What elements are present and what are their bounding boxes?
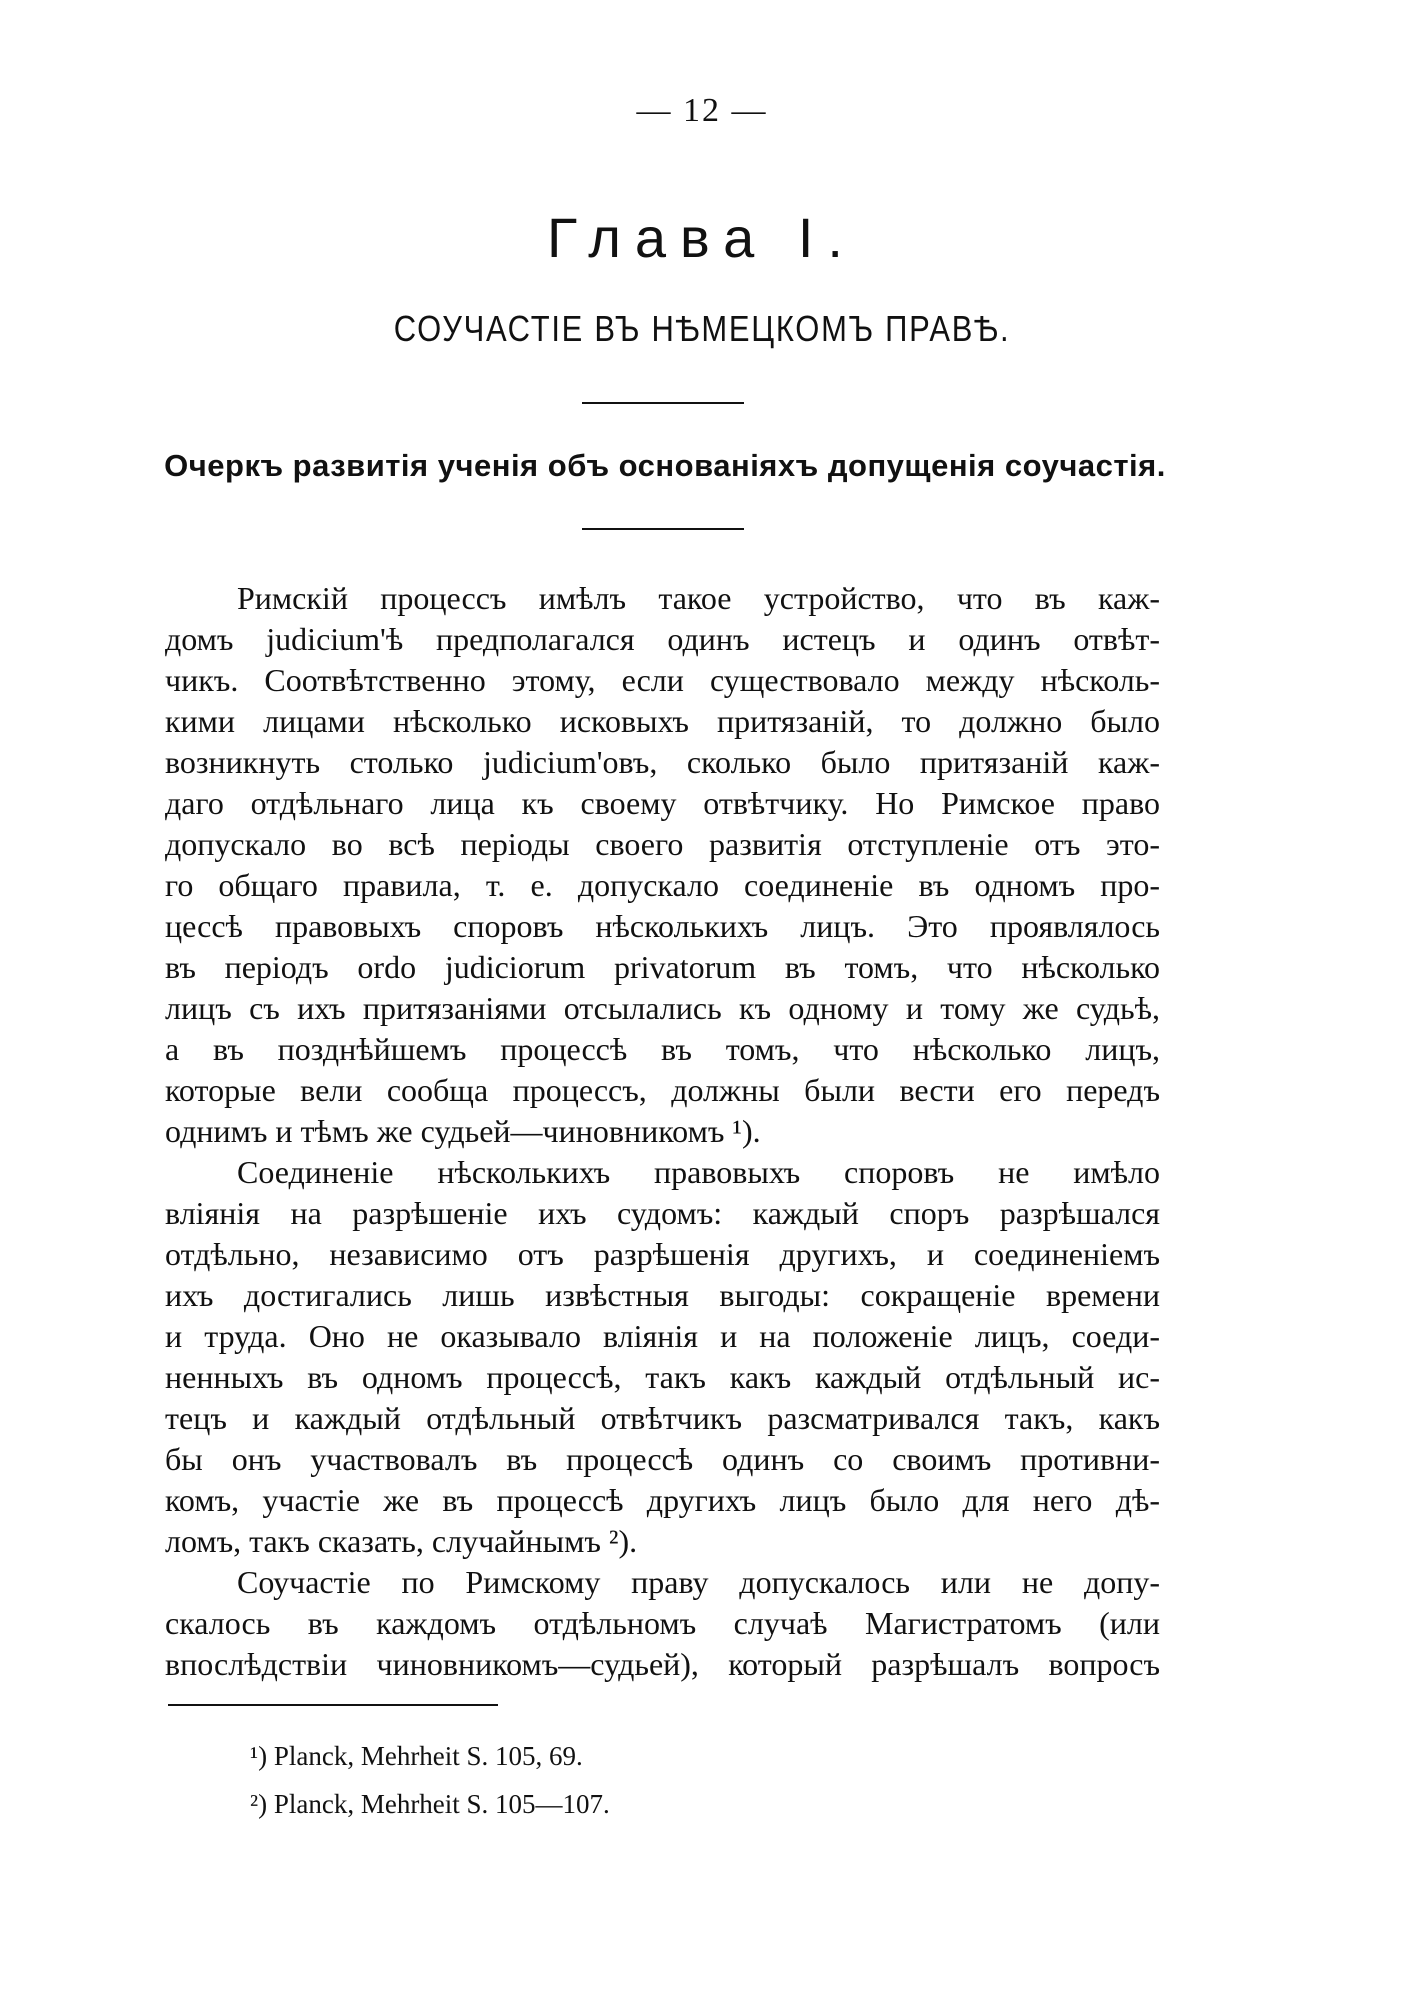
text-line: комъ, участіе же въ процессѣ другихъ лицъ было для него дѣ-: [165, 1482, 1160, 1518]
divider-rule-top: [582, 402, 744, 404]
text-line: скалось въ каждомъ отдѣльномъ случаѣ Магистратомъ (или: [165, 1605, 1160, 1641]
page-number: — 12 —: [636, 92, 768, 129]
text-line: въ періодъ ordo judiciorum privatorum въ томъ, что нѣсколько: [165, 949, 1160, 985]
text-line: ихъ достигались лишь извѣстныя выгоды: сокращеніе времени: [165, 1277, 1160, 1313]
text-line: допускало во всѣ періоды своего развитія отступленіе отъ это-: [165, 826, 1160, 862]
text-line: кими лицами нѣсколько исковыхъ притязаній, то должно было: [165, 703, 1160, 739]
text-line: тецъ и каждый отдѣльный отвѣтчикъ разсматривался такъ, какъ: [165, 1400, 1160, 1436]
footnote-2: ²) Planck, Mehrheit S. 105—107.: [250, 1789, 610, 1819]
text-line: домъ judicium'ѣ предполагался одинъ истецъ и одинъ отвѣт-: [165, 621, 1160, 657]
text-line: и труда. Оно не оказывало вліянія и на положеніе лицъ, соеди-: [165, 1318, 1160, 1354]
text-line: го общаго правила, т. е. допускало соединеніе въ одномъ про-: [165, 867, 1160, 903]
text-line: даго отдѣльнаго лица къ своему отвѣтчику. Но Римское право: [165, 785, 1160, 821]
text-line: бы онъ участвовалъ въ процессѣ одинъ со своимъ противни-: [165, 1441, 1160, 1477]
text-line: которые вели сообща процессъ, должны были вести его передъ: [165, 1072, 1160, 1108]
text-line: Соучастіе по Римскому праву допускалось или не допу-: [237, 1564, 1160, 1600]
text-line: цессѣ правовыхъ споровъ нѣсколькихъ лицъ. Это проявлялось: [165, 908, 1160, 944]
body-text: [165, 578, 1160, 1685]
text-line: возникнуть столько judicium'овъ, сколько было притязаній каж-: [165, 744, 1160, 780]
footnote-separator: [168, 1704, 498, 1706]
section-heading: Очеркъ развитія ученія объ основаніяхъ допущенія соучастія.: [164, 448, 1166, 483]
chapter-title: Глава I.: [547, 206, 857, 269]
text-line: а въ позднѣйшемъ процессѣ въ томъ, что нѣсколько лицъ,: [165, 1031, 1160, 1067]
text-line: отдѣльно, независимо отъ разрѣшенія другихъ, и соединеніемъ: [165, 1236, 1160, 1272]
text-line: однимъ и тѣмъ же судьей—чиновникомъ ¹).: [165, 1113, 761, 1149]
footnote-1: ¹) Planck, Mehrheit S. 105, 69.: [250, 1741, 583, 1771]
chapter-subtitle: СОУЧАСТІЕ ВЪ НѢМЕЦКОМЪ ПРАВѢ.: [393, 308, 1011, 349]
text-line: ломъ, такъ сказать, случайнымъ ²).: [165, 1523, 638, 1559]
text-line: Соединеніе нѣсколькихъ правовыхъ споровъ не имѣло: [237, 1154, 1160, 1190]
text-line: Римскій процессъ имѣлъ такое устройство, что въ каж-: [237, 580, 1160, 616]
text-line: ненныхъ въ одномъ процессѣ, такъ какъ каждый отдѣльный ис-: [165, 1359, 1160, 1395]
text-line: лицъ съ ихъ притязаніями отсылались къ одному и тому же судьѣ,: [165, 990, 1160, 1026]
text-line: чикъ. Соотвѣтственно этому, если существовало между нѣсколь-: [165, 662, 1160, 698]
divider-rule-bottom: [582, 528, 744, 530]
text-line: вліянія на разрѣшеніе ихъ судомъ: каждый споръ разрѣшался: [165, 1195, 1160, 1231]
text-line: впослѣдствіи чиновникомъ—судьей), который разрѣшалъ вопросъ: [165, 1646, 1160, 1682]
footnotes: [250, 1732, 1050, 1828]
